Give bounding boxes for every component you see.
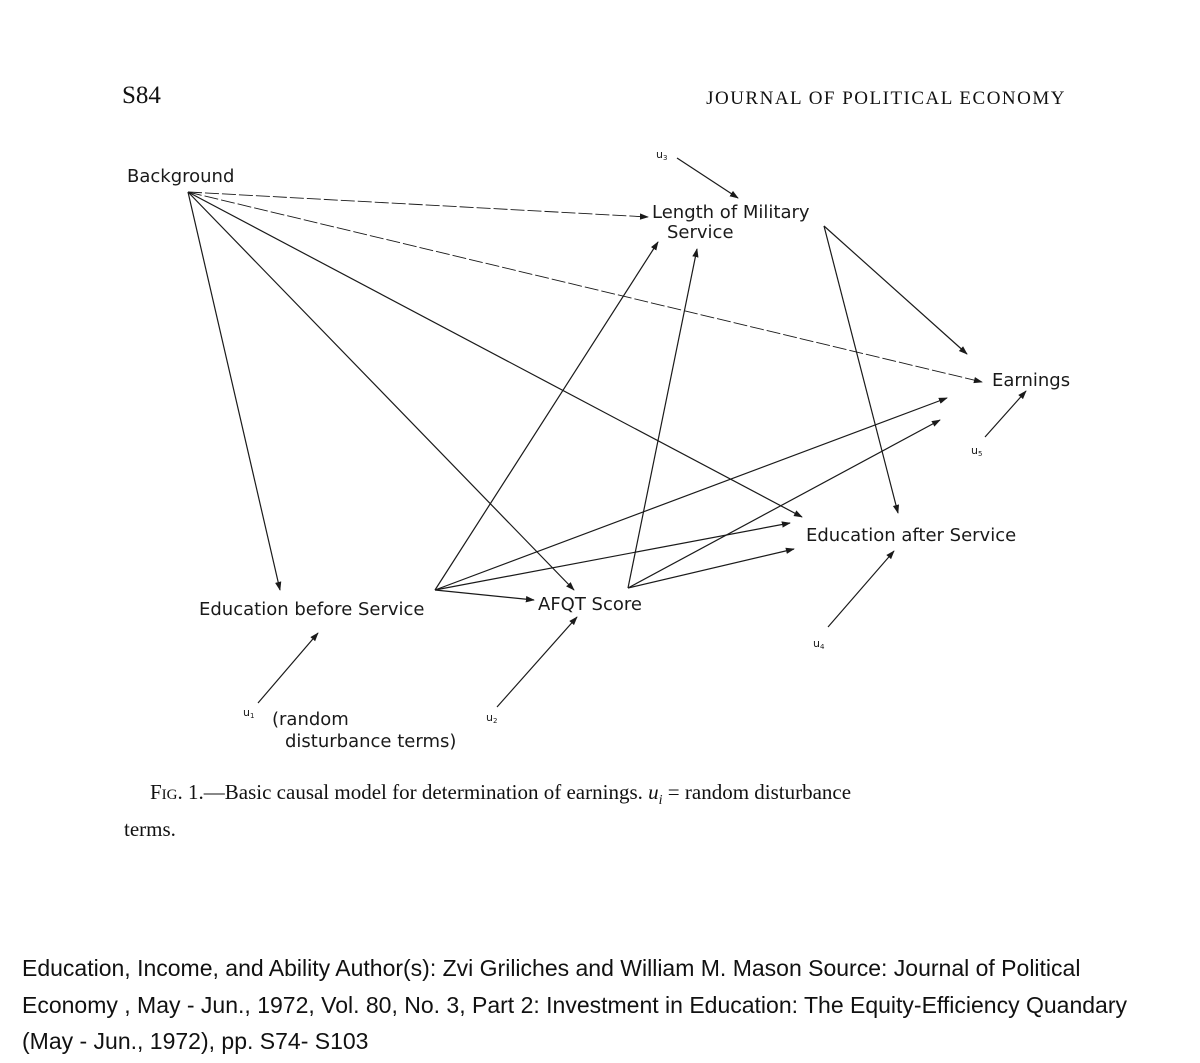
label-u3: u3 xyxy=(656,148,668,162)
label-u1: u1 xyxy=(243,706,255,720)
label-random-note-line2: disturbance terms) xyxy=(285,731,457,752)
edge-u2-to-afqt xyxy=(497,617,577,707)
node-edu-before: Education before Service xyxy=(199,599,425,620)
journal-title: JOURNAL OF POLITICAL ECONOMY xyxy=(706,88,1066,109)
edge-background-to-edu-before xyxy=(188,192,280,590)
caption-symbol: u xyxy=(648,780,659,804)
node-edu-after: Education after Service xyxy=(806,525,1017,546)
edge-military-to-earnings xyxy=(824,226,967,354)
label-u4: u4 xyxy=(813,637,825,651)
edge-edu-before-to-afqt xyxy=(435,590,534,600)
edge-military-to-edu-after xyxy=(824,226,898,513)
label-random-note-line1: (random xyxy=(272,709,349,730)
edge-edu-before-to-edu-after xyxy=(435,523,790,590)
caption-symbol-sub: i xyxy=(658,793,663,809)
caption-line-1 xyxy=(124,778,1084,815)
label-u5: u5 xyxy=(971,444,983,458)
label-u2: u2 xyxy=(486,711,498,725)
node-earnings: Earnings xyxy=(992,370,1071,391)
figure-caption xyxy=(124,778,1084,844)
edge-edu-before-to-earnings xyxy=(435,398,947,590)
node-military-line1: Length of Military xyxy=(652,202,810,223)
edge-background-to-afqt xyxy=(188,192,574,590)
edge-background-to-military xyxy=(188,192,648,217)
node-afqt: AFQT Score xyxy=(538,594,642,615)
edge-background-to-earnings xyxy=(188,192,982,382)
page-number: S84 xyxy=(122,82,161,109)
edge-edu-before-to-military xyxy=(435,242,658,590)
edge-u4-to-edu-after xyxy=(828,551,894,627)
edge-u1-to-edu-before xyxy=(258,633,318,703)
edge-afqt-to-earnings xyxy=(628,420,940,588)
edge-u3-to-military xyxy=(677,158,738,198)
caption-fig-label: Fig. 1. xyxy=(150,780,204,804)
caption-text-after: = random disturbance xyxy=(662,780,852,804)
edge-afqt-to-edu-after xyxy=(628,549,794,588)
node-background: Background xyxy=(127,166,235,187)
node-military-line2: Service xyxy=(667,222,734,243)
caption-text: —Basic causal model for determination of earnings. xyxy=(203,780,649,804)
caption-line-2: terms. xyxy=(124,817,176,842)
edge-u5-to-earnings xyxy=(985,391,1026,437)
source-citation: Education, Income, and Ability Author(s): Zvi Griliches and William M. Mason Source: Journal of Political Economy , May - Jun., 1972, Vol. 80, No. 3, Part 2: Investment in Education: The Equity-Efficiency Quandary (May - Jun., 1972), pp. S74- S103 xyxy=(22,955,1127,1054)
